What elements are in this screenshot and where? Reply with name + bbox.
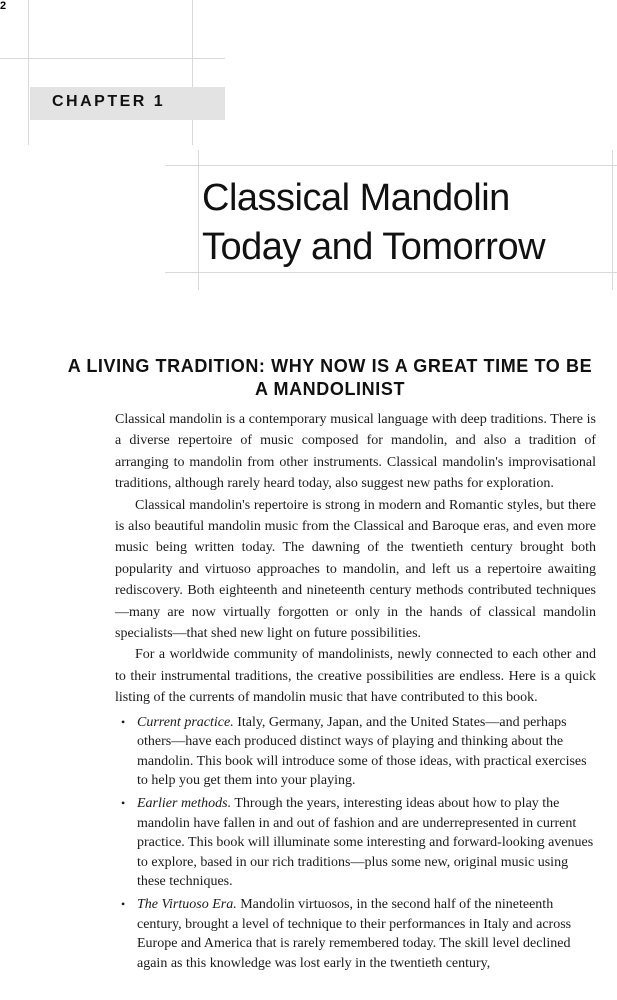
paragraph: For a worldwide community of mandolinists, newly connected to each other and to their instrumental traditions, the creative possibilities are endless. Here is a quick listing of the currents of mandolin music that have contributed to this book. xyxy=(115,647,596,706)
chapter-title xyxy=(202,174,602,272)
list-item-text: Italy, Germany, Japan, and the United States—and perhaps others—have each produced distinct ways of playing and thinking about the mandolin. This book will introduce some of those ideas, with practical exercises to help you get them into your playing. xyxy=(137,714,587,788)
section-heading: A LIVING TRADITION: WHY NOW IS A GREAT TIME TO BE A MANDOLINIST xyxy=(67,356,593,399)
list-item xyxy=(115,794,596,891)
list-item-text: Mandolin virtuosos, in the second half of the nineteenth century, brought a level of technique to their performances in Italy and across Europe and America that is rarely remembered today. The skill level declined again as this knowledge was lost early in the twentieth century, xyxy=(137,897,572,971)
grid-line xyxy=(28,0,29,145)
grid-line xyxy=(198,150,199,290)
list-item-term: Current practice. xyxy=(137,714,234,730)
chapter-title-line: Classical Mandolin xyxy=(202,177,510,219)
bullet-icon: • xyxy=(121,714,126,729)
page-number: 2 xyxy=(0,0,7,12)
grid-line xyxy=(165,165,617,166)
grid-line xyxy=(192,0,193,145)
chapter-label: CHAPTER 1 xyxy=(52,93,166,110)
bullet-icon: • xyxy=(121,796,126,811)
bullet-icon: • xyxy=(121,897,126,912)
list-item-term: Earlier methods. xyxy=(137,796,232,812)
list-item-term: The Virtuoso Era. xyxy=(137,897,237,913)
grid-line xyxy=(0,58,225,59)
chapter-title-line: Today and Tomorrow xyxy=(202,226,546,268)
list-item-text: Through the years, interesting ideas about how to play the mandolin have fallen in and out of fashion and are underrepresented in current practice. This book will illuminate some interesting and forward-looking avenues to explore, based in our rich traditions—plus some new, original music using these techniques. xyxy=(137,796,594,889)
list-item xyxy=(115,895,596,973)
body-text xyxy=(115,409,596,977)
paragraph: Classical mandolin is a contemporary musical language with deep traditions. There is a diverse repertoire of music composed for mandolin, and also a tradition of arranging to mandolin from other instruments. Classical mandolin's improvisational traditions, although rarely heard today, also suggest new paths for exploration. xyxy=(115,412,596,492)
grid-line xyxy=(612,150,613,290)
list-item xyxy=(115,713,596,791)
paragraph: Classical mandolin's repertoire is strong in modern and Romantic styles, but there is also beautiful mandolin music from the Classical and Baroque eras, and even more music being written today. The dawning of the twentieth century brought both popularity and virtuoso approaches to mandolin, and left us a repertoire awaiting rediscovery. Both eighteenth and nineteenth century methods contributed techniques—many are now virtually forgotten or only in the hands of classical mandolin specialists—that shed new light on future possibilities. xyxy=(115,497,596,642)
bullet-list xyxy=(115,713,596,973)
grid-line xyxy=(165,272,617,273)
